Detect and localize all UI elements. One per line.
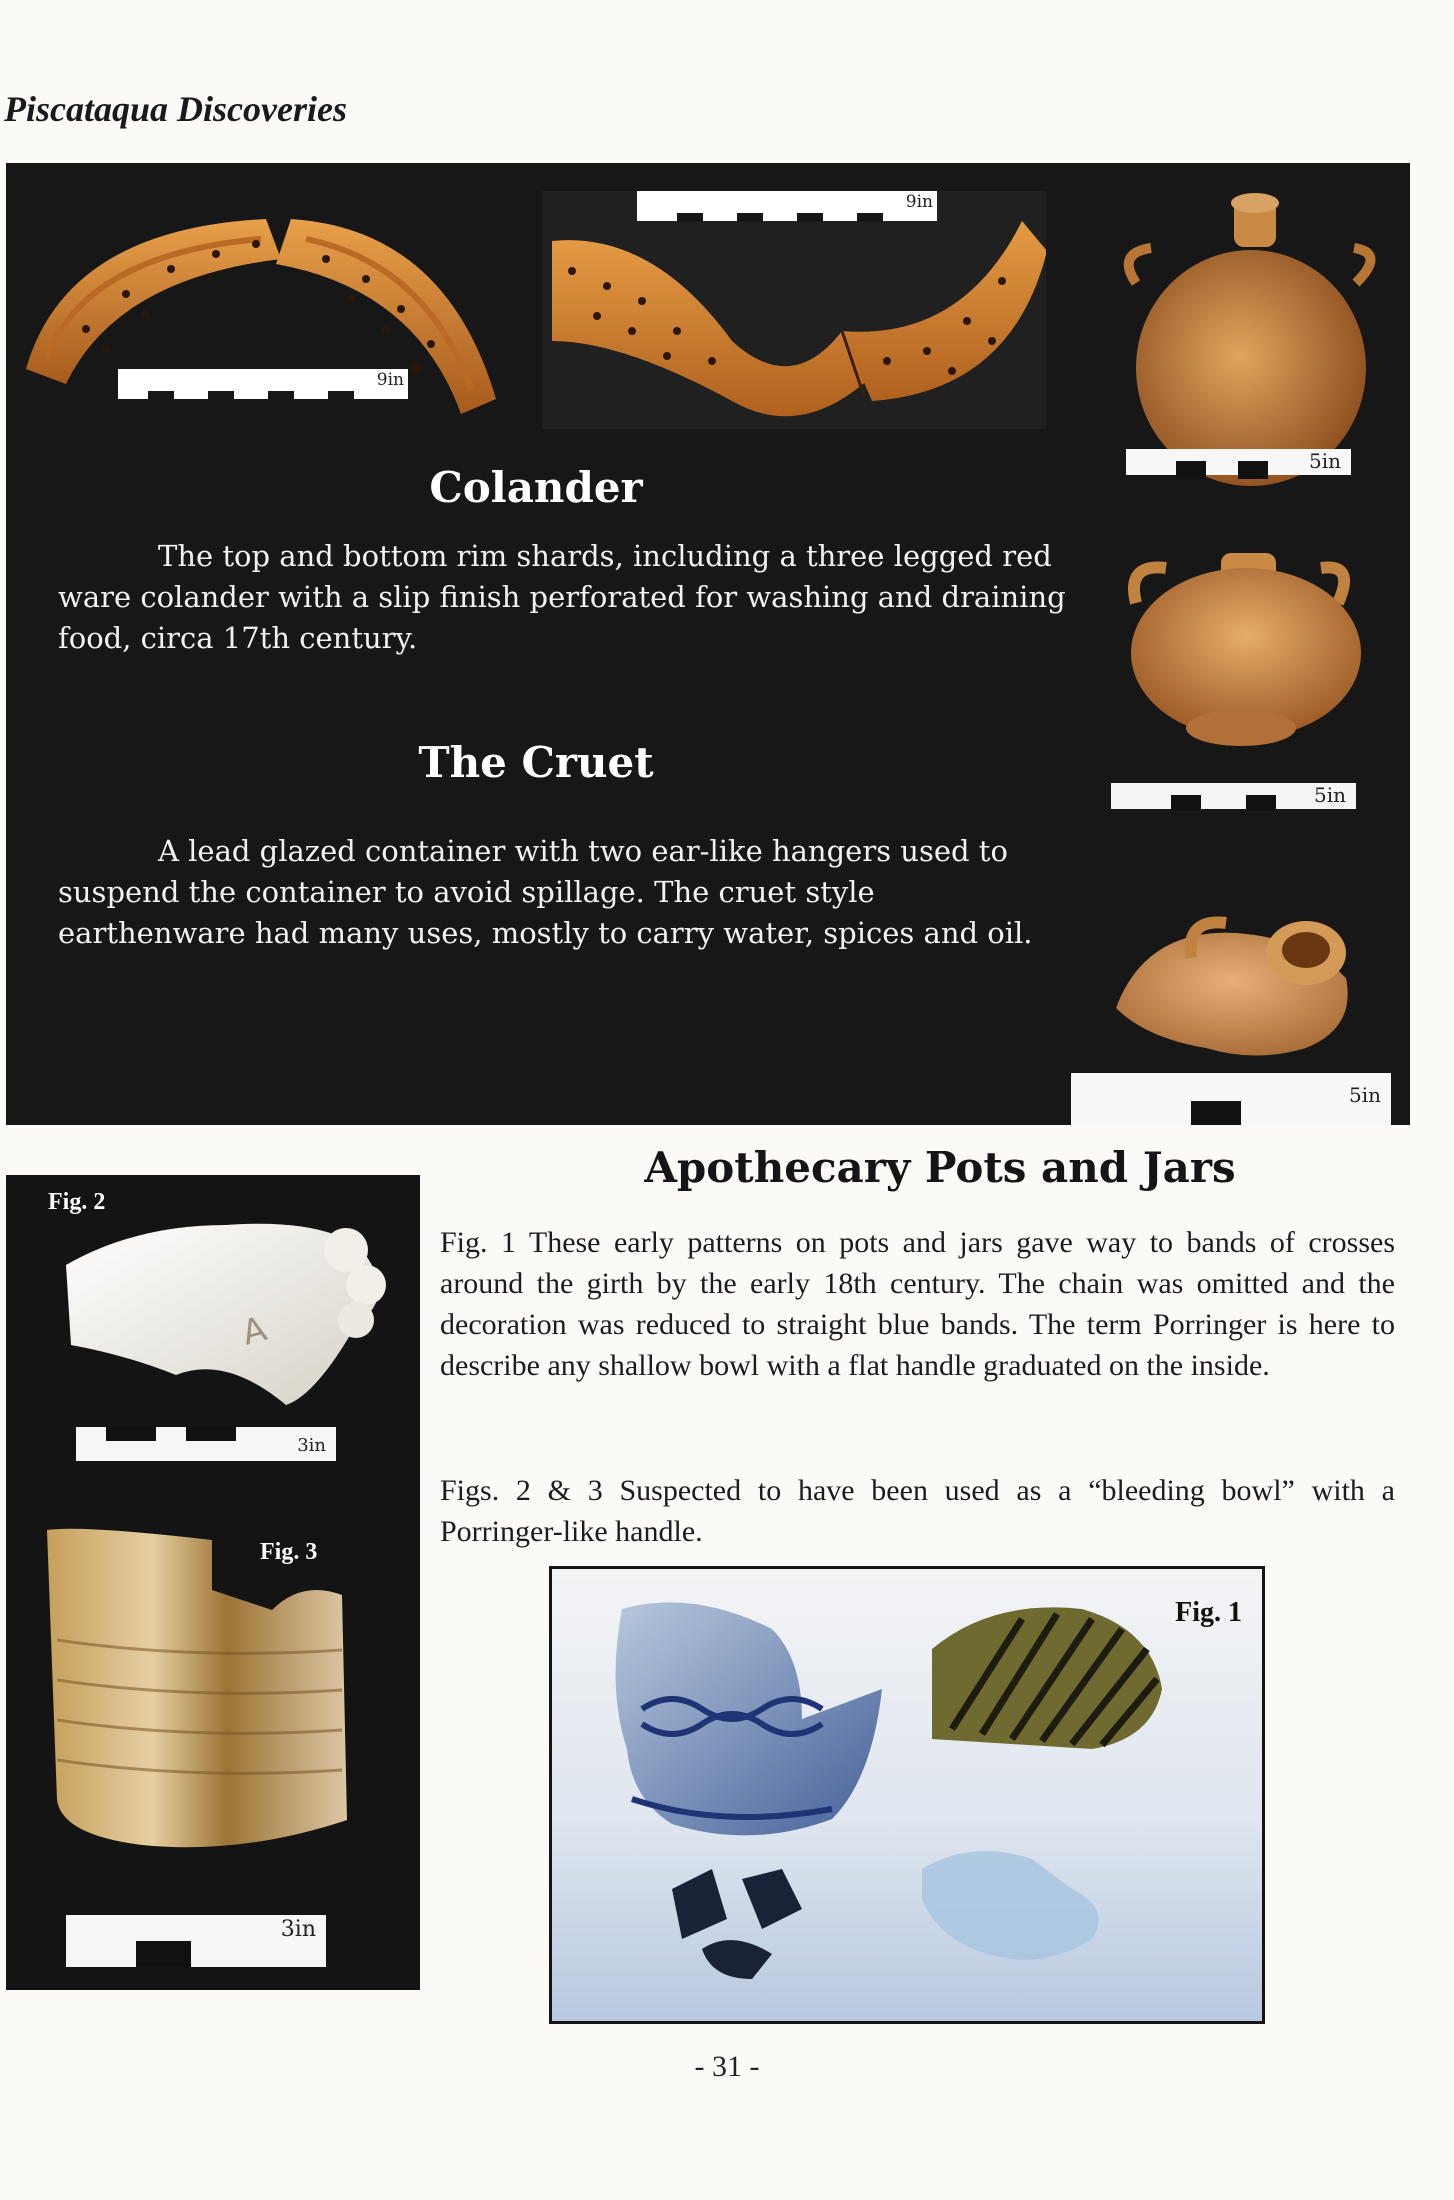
- apothecary-heading: Apothecary Pots and Jars: [644, 1143, 1236, 1192]
- cruet-scale-3: 5in: [1071, 1073, 1391, 1125]
- colander-right-scale: 9in: [637, 191, 937, 221]
- colander-cruet-panel: [6, 163, 1410, 1125]
- svg-text:A: A: [237, 1309, 271, 1354]
- apothecary-paragraph-1: Fig. 1 These early patterns on pots and jars gave way to bands of crosses around the girth by the early 18th century. The chain was omitted and the decoration was reduced to straight blue bands. The term Porringer is here to describe any shallow bowl with a flat handle graduated on the inside.: [440, 1226, 1395, 1382]
- cruet-photo-3: [1106, 898, 1366, 1063]
- cruet-description: A lead glazed container with two ear-like hangers used to suspend the container to avoid spillage. The cruet style earthenware had many uses, mostly to carry water, spices and oil.: [58, 834, 1033, 950]
- fig3-scale: 3in: [66, 1915, 326, 1967]
- fig1-label: Fig. 1: [1175, 1597, 1242, 1628]
- fig2-scale: 3in: [76, 1427, 336, 1461]
- cruet-photo-2: [1116, 543, 1396, 753]
- colander-left-scale: 9in: [118, 369, 408, 399]
- cruet-scale-1: 5in: [1126, 449, 1351, 475]
- cruet-heading: The Cruet: [418, 738, 654, 787]
- fig2-label: Fig. 2: [48, 1189, 106, 1215]
- colander-rim-photo-left: [6, 169, 496, 431]
- fig3-photo: [42, 1520, 372, 1855]
- running-head: Piscataqua Discoveries: [4, 89, 347, 129]
- colander-description: The top and bottom rim shards, including a three legged red ware colander with a slip finish perforated for washing and draining food, circa 17th century.: [58, 539, 1066, 655]
- cruet-scale-2: 5in: [1111, 783, 1356, 809]
- colander-heading: Colander: [429, 463, 643, 512]
- page-number: - 31 -: [694, 2050, 760, 2083]
- apothecary-paragraph-2: Figs. 2 & 3 Suspected to have been used as a “bleeding bowl” with a Porringer-like handle.: [440, 1474, 1395, 1548]
- fig2-photo: [56, 1205, 386, 1435]
- fig1-photo: [549, 1566, 1265, 2024]
- fig3-label: Fig. 3: [260, 1539, 318, 1565]
- colander-rim-photo-right: [542, 191, 1046, 429]
- figs-2-3-panel: [6, 1175, 420, 1990]
